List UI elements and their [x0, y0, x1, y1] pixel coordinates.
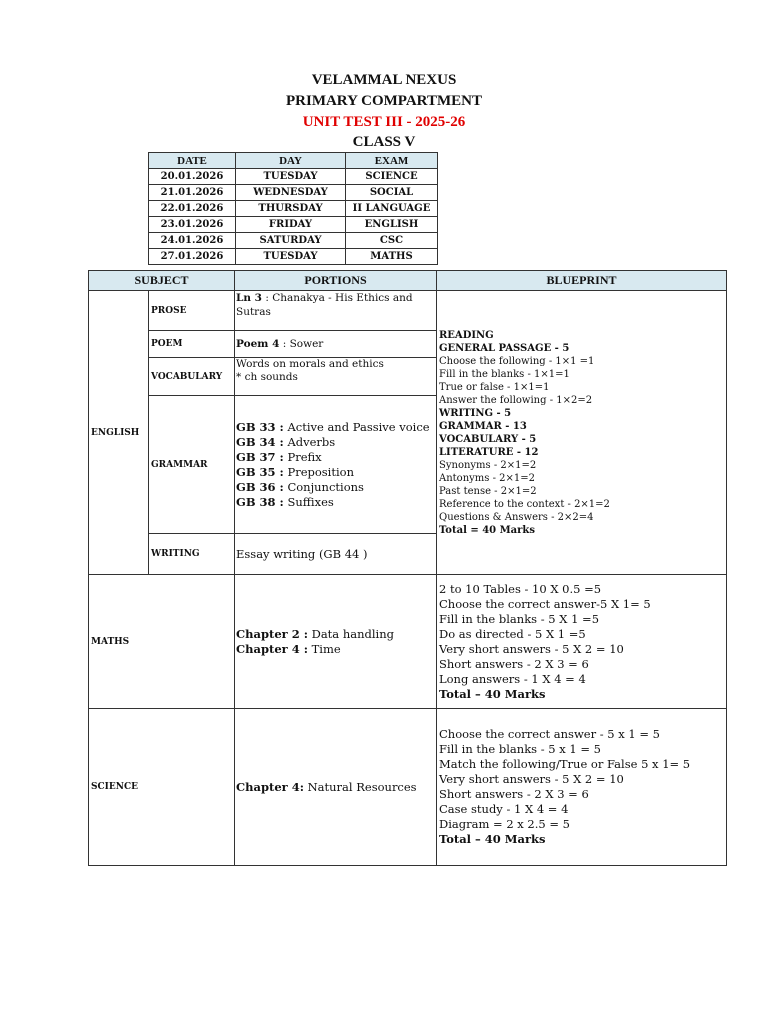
maths-chapter: [236, 627, 436, 642]
poem-text: : Sower: [279, 338, 324, 350]
grammar-item-key: GB 36 :: [236, 479, 284, 494]
maths-chapter-key: Chapter 4 :: [236, 641, 308, 656]
writing-portion: Essay writing (GB 44 ): [235, 534, 437, 575]
grammar-item-text: Preposition: [283, 464, 354, 479]
grammar-label: GRAMMAR: [149, 396, 235, 534]
header-portions: PORTIONS: [235, 271, 437, 291]
maths-chapter-text: Data handling: [307, 626, 394, 641]
schedule-exam: CSC: [346, 233, 438, 249]
schedule-header-day: DAY: [236, 153, 346, 169]
grammar-item-key: GB 37 :: [236, 449, 284, 464]
blueprint-line: Total – 40 Marks: [439, 832, 546, 846]
poem-label: POEM: [149, 331, 235, 358]
grammar-item: [236, 480, 436, 495]
schedule-row: [149, 233, 438, 249]
schedule-exam: SOCIAL: [346, 185, 438, 201]
science-key: Chapter 4:: [236, 780, 304, 794]
english-blueprint: [437, 291, 727, 575]
poem-key: Poem 4: [236, 338, 280, 350]
blueprint-line: Case study - 1 X 4 = 4: [439, 802, 569, 816]
schedule-day: TUESDAY: [236, 249, 346, 265]
poem-portion: [235, 331, 437, 358]
blueprint-line: Choose the following - 1×1 =1: [439, 355, 595, 367]
subject-maths: MATHS: [89, 575, 235, 709]
vocabulary-label: VOCABULARY: [149, 358, 235, 396]
vocabulary-line: Words on morals and ethics: [236, 358, 384, 370]
blueprint-line: Total – 40 Marks: [439, 686, 546, 701]
maths-blueprint: [437, 575, 727, 709]
grammar-item-text: Adverbs: [283, 434, 336, 449]
writing-label: WRITING: [149, 534, 235, 575]
blueprint-line: Reference to the context - 2×1=2: [439, 498, 610, 510]
subject-english: ENGLISH: [89, 291, 149, 575]
grammar-item: [236, 435, 436, 450]
science-text: Natural Resources: [303, 780, 417, 794]
test-title: UNIT TEST III - 2025-26: [302, 114, 466, 130]
blueprint-line: Short answers - 2 X 3 = 6: [439, 787, 589, 801]
schedule-exam: MATHS: [346, 249, 438, 265]
grammar-item-key: GB 35 :: [236, 464, 284, 479]
maths-chapter-key: Chapter 2 :: [236, 626, 308, 641]
prose-label: PROSE: [149, 291, 235, 331]
schedule-date: 22.01.2026: [149, 201, 236, 217]
grammar-item: [236, 495, 436, 510]
header-blueprint: BLUEPRINT: [437, 271, 727, 291]
blueprint-line: Synonyms - 2×1=2: [439, 459, 537, 471]
schedule-header-date: DATE: [149, 153, 236, 169]
blueprint-line: Diagram = 2 x 2.5 = 5: [439, 817, 570, 831]
grammar-item-text: Conjunctions: [283, 479, 364, 494]
grammar-item: [236, 450, 436, 465]
maths-row: [89, 575, 727, 709]
grammar-item-key: GB 34 :: [236, 434, 284, 449]
grammar-item: [236, 465, 436, 480]
grammar-item-text: Suffixes: [283, 494, 334, 509]
blueprint-line: Fill in the blanks - 5 x 1 = 5: [439, 742, 601, 756]
schedule-row: [149, 185, 438, 201]
section-name: PRIMARY COMPARTMENT: [285, 93, 482, 109]
header-subject: SUBJECT: [89, 271, 235, 291]
blueprint-line: GRAMMAR - 13: [439, 420, 527, 432]
grammar-item-key: GB 33 :: [236, 419, 284, 434]
blueprint-line: Match the following/True or False 5 x 1= 5: [439, 757, 691, 771]
blueprint-line: Antonyms - 2×1=2: [439, 472, 535, 484]
schedule-date: 23.01.2026: [149, 217, 236, 233]
blueprint-line: Fill in the blanks - 5 X 1 =5: [439, 611, 600, 626]
blueprint-line: Very short answers - 5 X 2 = 10: [439, 641, 624, 656]
blueprint-line: Questions & Answers - 2×2=4: [439, 511, 594, 523]
grammar-portion: [235, 396, 437, 534]
grammar-item-text: Active and Passive voice: [283, 419, 430, 434]
prose-portion: [235, 291, 437, 331]
blueprint-line: 2 to 10 Tables - 10 X 0.5 =5: [439, 581, 602, 596]
blueprint-line: Answer the following - 1×2=2: [439, 394, 593, 406]
blueprint-line: Do as directed - 5 X 1 =5: [439, 626, 586, 641]
grammar-item-text: Prefix: [283, 449, 322, 464]
science-blueprint: [437, 709, 727, 866]
schedule-day: TUESDAY: [236, 169, 346, 185]
schedule-day: FRIDAY: [236, 217, 346, 233]
schedule-day: THURSDAY: [236, 201, 346, 217]
schedule-exam: SCIENCE: [346, 169, 438, 185]
english-prose-row: [89, 291, 727, 331]
vocabulary-portion: [235, 358, 437, 396]
schedule-date: 24.01.2026: [149, 233, 236, 249]
maths-portion: [235, 575, 437, 709]
blueprint-line: LITERATURE - 12: [439, 446, 539, 458]
blueprint-line: VOCABULARY - 5: [439, 433, 537, 445]
portions-table: [88, 270, 727, 866]
schedule-header-exam: EXAM: [346, 153, 438, 169]
schedule-exam: ENGLISH: [346, 217, 438, 233]
prose-text: : Chanakya - His Ethics and Sutras: [236, 292, 413, 318]
subject-science: SCIENCE: [89, 709, 235, 866]
blueprint-line: True or false - 1×1=1: [439, 381, 550, 393]
exam-schedule-table: [148, 152, 438, 265]
blueprint-line: Long answers - 1 X 4 = 4: [439, 671, 586, 686]
schedule-row: [149, 169, 438, 185]
science-portion: [235, 709, 437, 866]
prose-key: Ln 3: [236, 292, 262, 304]
class-title: CLASS V: [352, 134, 416, 150]
vocabulary-line: * ch sounds: [236, 371, 298, 383]
schedule-date: 27.01.2026: [149, 249, 236, 265]
maths-chapter: [236, 642, 436, 657]
blueprint-line: Short answers - 2 X 3 = 6: [439, 656, 589, 671]
grammar-item-key: GB 38 :: [236, 494, 284, 509]
schedule-row: [149, 249, 438, 265]
blueprint-line: Choose the correct answer-5 X 1= 5: [439, 596, 651, 611]
schedule-date: 21.01.2026: [149, 185, 236, 201]
blueprint-line: Very short answers - 5 X 2 = 10: [439, 772, 624, 786]
schedule-day: SATURDAY: [236, 233, 346, 249]
schedule-exam: II LANGUAGE: [346, 201, 438, 217]
science-row: [89, 709, 727, 866]
blueprint-line: GENERAL PASSAGE - 5: [439, 342, 570, 354]
schedule-row: [149, 217, 438, 233]
blueprint-line: Fill in the blanks - 1×1=1: [439, 368, 570, 380]
blueprint-line: READING: [439, 329, 494, 341]
school-name: VELAMMAL NEXUS: [311, 72, 457, 88]
blueprint-line: Past tense - 2×1=2: [439, 485, 537, 497]
blueprint-line: Choose the correct answer - 5 x 1 = 5: [439, 727, 660, 741]
schedule-header-row: [149, 153, 438, 169]
portions-header-row: [89, 271, 727, 291]
blueprint-line: WRITING - 5: [439, 407, 512, 419]
blueprint-line: Total = 40 Marks: [439, 524, 535, 536]
schedule-row: [149, 201, 438, 217]
schedule-date: 20.01.2026: [149, 169, 236, 185]
schedule-day: WEDNESDAY: [236, 185, 346, 201]
maths-chapter-text: Time: [307, 641, 341, 656]
grammar-item: [236, 420, 436, 435]
